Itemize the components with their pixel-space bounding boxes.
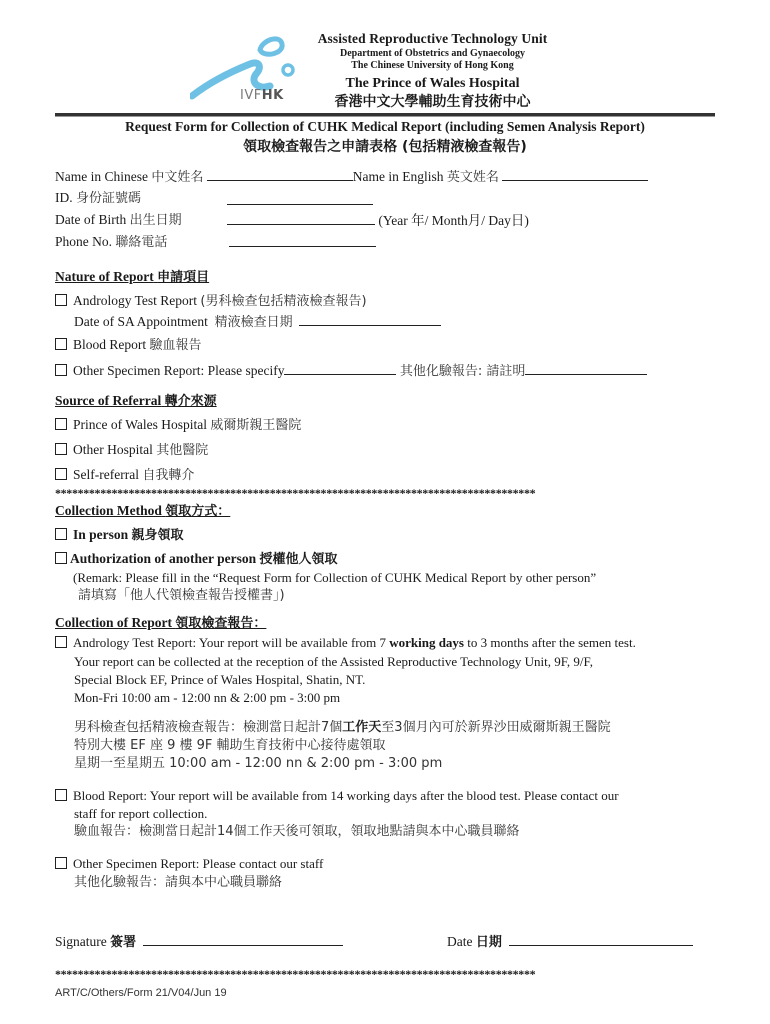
sa-date-field[interactable] <box>299 312 441 326</box>
signature-row: Signature 簽署 <box>55 932 343 952</box>
self-referral-checkbox[interactable] <box>55 468 67 480</box>
other-hospital-checkbox[interactable] <box>55 443 67 455</box>
signature-field[interactable] <box>143 932 343 946</box>
logo-text: IVFHK <box>240 88 284 103</box>
phone-row: Phone No. 聯絡電話 <box>55 234 168 250</box>
asterisk-divider: ************************************************************************************* <box>55 487 536 499</box>
andrology-collection-zh1: 男科檢查包括精液檢查報告：檢測當日起計7個工作天至3個月內可於新界沙田威爾斯親王醫院 <box>74 720 611 735</box>
dob-field-row <box>227 211 529 230</box>
blood-collection-line2: staff for report collection. <box>74 806 208 821</box>
source-of-referral-heading: Source of Referral 轉介來源 <box>55 393 217 409</box>
dob-format-hint: (Year 年/ Month月/ Day日) <box>378 213 529 228</box>
nature-of-report-heading: Nature of Report 申請項目 <box>55 269 210 285</box>
other-specimen-option: Other Specimen Report: Please specify 其他化驗報告: 請註明 <box>55 361 647 381</box>
referral-pwh-option: Prince of Wales Hospital 威爾斯親王醫院 <box>55 416 301 435</box>
institution-header <box>300 30 565 111</box>
dob-field[interactable] <box>227 211 375 225</box>
authorization-remark-zh: 請填寫「他人代領檢查報告授權書」) <box>78 588 285 603</box>
header-divider <box>55 113 715 117</box>
other-specimen-checkbox[interactable] <box>55 364 67 376</box>
unit-name: Assisted Reproductive Technology Unit <box>317 31 548 46</box>
blood-collection-zh: 驗血報告：檢測當日起計14個工作天後可領取，領取地點請與本中心職員聯絡 <box>74 824 520 839</box>
andrology-collection-checkbox[interactable] <box>55 636 67 648</box>
other-collection-zh: 其他化驗報告：請與本中心職員聯絡 <box>74 875 283 890</box>
phone-field-row <box>229 233 376 252</box>
collection-method-heading: Collection Method 領取方式： <box>55 503 231 519</box>
name-chinese-field[interactable] <box>207 167 353 181</box>
hospital-name: The Prince of Wales Hospital <box>345 76 520 91</box>
form-code: ART/C/Others/Form 21/V04/Jun 19 <box>55 987 227 999</box>
other-specimen-field-zh[interactable] <box>525 361 647 375</box>
andrology-collection-zh2: 特別大樓 EF 座 9 樓 9F 輔助生育技術中心接待處領取 <box>74 738 386 753</box>
andrology-option: Andrology Test Report (男科檢查包括精液檢查報告) <box>55 292 367 311</box>
referral-self-option: Self-referral 自我轉介 <box>55 466 194 485</box>
collection-of-report-heading: Collection of Report 領取檢查報告： <box>55 615 267 631</box>
authorization-remark-en: (Remark: Please fill in the “Request Form for Collection of CUHK Medical Report by other person” <box>73 570 597 585</box>
form-title-english: Request Form for Collection of CUHK Medical Report (including Semen Analysis Report) <box>125 119 645 134</box>
id-field[interactable] <box>227 191 373 205</box>
andrology-collection-line2: Your report can be collected at the reception of the Assisted Reproductive Technology Unit, 9F, 9/F, <box>74 654 593 669</box>
blood-option: Blood Report 驗血報告 <box>55 336 202 355</box>
authorization-option: Authorization of another person 授權他人領取 <box>55 550 338 569</box>
dob-row: Date of Birth 出生日期 <box>55 212 182 228</box>
referral-other-hospital-option: Other Hospital 其他醫院 <box>55 441 208 460</box>
andrology-checkbox[interactable] <box>55 294 67 306</box>
other-specimen-field-en[interactable] <box>284 361 396 375</box>
name-chinese-row: Name in Chinese 中文姓名 Name in English 英文姓名 <box>55 167 648 187</box>
pwh-checkbox[interactable] <box>55 418 67 430</box>
blood-collection-line1: Blood Report: Your report will be available from 14 working days after the blood test. Please contact our <box>55 787 619 805</box>
chinese-unit-name: 香港中文大學輔助生育技術中心 <box>334 94 531 110</box>
andrology-collection-line3: Special Block EF, Prince of Wales Hospital, Shatin, NT. <box>74 672 366 687</box>
in-person-option: In person 親身領取 <box>55 526 184 545</box>
name-english-field[interactable] <box>502 167 648 181</box>
blood-collection-checkbox[interactable] <box>55 789 67 801</box>
blood-report-checkbox[interactable] <box>55 338 67 350</box>
asterisk-divider-bottom: ************************************************************************************* <box>55 968 536 980</box>
university-name: The Chinese University of Hong Kong <box>351 60 514 71</box>
in-person-checkbox[interactable] <box>55 528 67 540</box>
sa-date-row: Date of SA Appointment 精液檢查日期 <box>55 312 441 332</box>
other-collection-checkbox[interactable] <box>55 857 67 869</box>
date-field[interactable] <box>509 932 693 946</box>
andrology-collection-hours: Mon-Fri 10:00 am - 12:00 nn & 2:00 pm - 3:00 pm <box>74 690 341 705</box>
form-title-chinese: 領取檢查報告之申請表格 (包括精液檢查報告) <box>243 139 527 155</box>
andrology-collection-zh3: 星期一至星期五 10:00 am - 12:00 nn & 2:00 pm - 3:00 pm <box>74 756 443 771</box>
phone-field[interactable] <box>229 233 376 247</box>
andrology-collection-line1: Andrology Test Report: Your report will be available from 7 working days to 3 months after the semen test. <box>55 634 636 652</box>
authorization-checkbox[interactable] <box>55 552 67 564</box>
other-collection-line1: Other Specimen Report: Please contact our staff <box>55 855 323 873</box>
date-row: Date 日期 <box>447 932 693 952</box>
id-row: ID. 身份証號碼 <box>55 189 141 208</box>
department-name: Department of Obstetrics and Gynaecology <box>340 48 525 59</box>
